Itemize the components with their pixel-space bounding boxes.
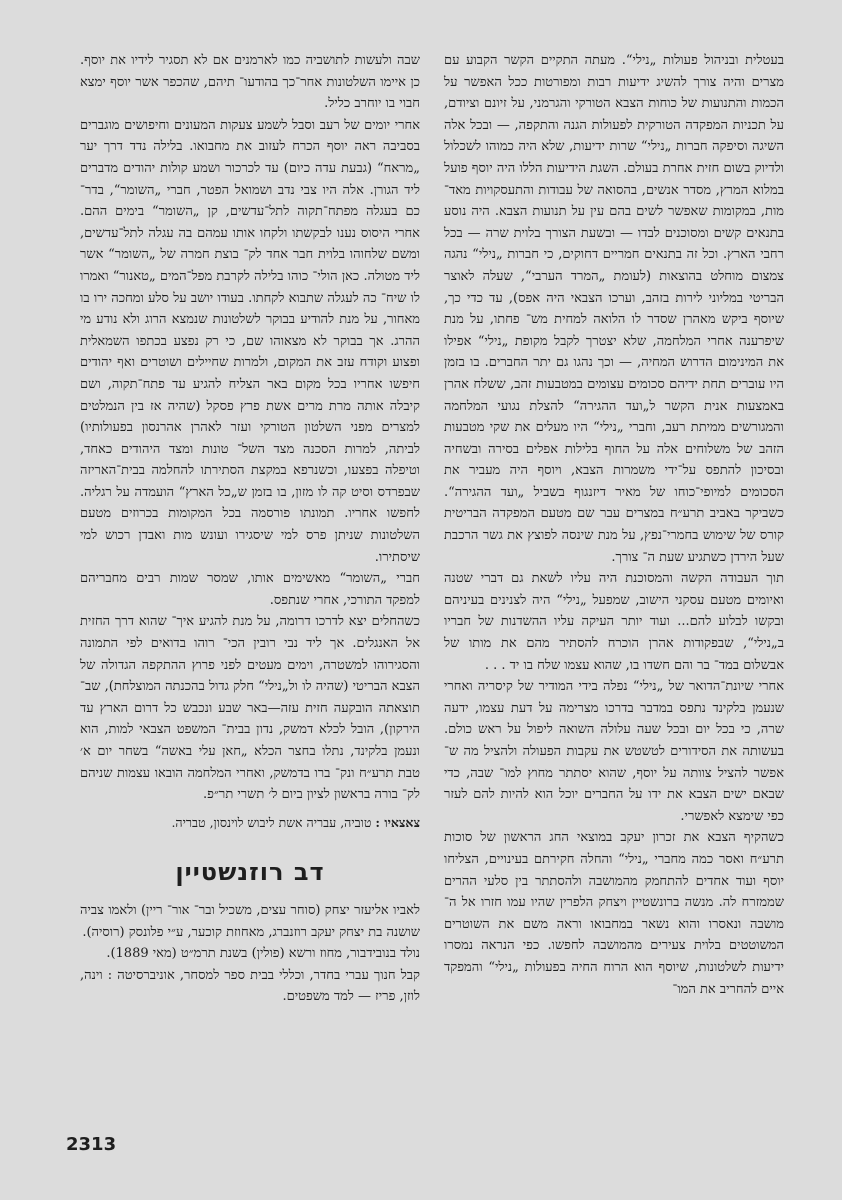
paragraph: נולד בנובידבור, מחוז ורשא (פולין) בשנת תרמ״ט (מאי 1889). xyxy=(106,946,420,962)
descendants-label: צאצאיו : xyxy=(375,814,420,830)
descendants-line xyxy=(80,812,420,834)
right-column xyxy=(444,50,784,1000)
bio-column xyxy=(80,900,420,1008)
paragraph: תוך העבודה הקשה והמסוכנת היה עליו לשאת גם דברי שטנה ואיומים מטעם עסקני הישוב, שמפעל „נילי“ היה לצנינים בעיניהם ובקשו לבלוע להם... ועוד יותר העיקה עליו ההשדנות של חבריו ב„נילי“, שבפקודות אהרן הוכרח להסתיר מהם את מותו של אבשלום במד־ בר והם חשדו בו, שהוא עצמו שלח בו יד . . . xyxy=(444,571,784,673)
paragraph: לאביו אליעזר יצחק (סוחר עצים, משכיל ובר־ אור־ ריין) ולאמו צביה שושנה בת יצחק יעקב רוזנברג, מאחוזת קוכער, ע״י פלונסק (רוסיה). xyxy=(80,903,420,940)
paragraph: שבה ולעשות לתושביה כמו לארמנים אם לא תסגיר לידיו את יוסף. כן איימו השלטונות אחר־כך בהודעו־ תיהם, שהכפר אשר יוסף ימצא חבוי בו יוחרב כליל. xyxy=(80,53,420,112)
paragraph: חברי „השומר“ מאשימים אותו, שמסר שמות רבים מחבריהם למפקד התורכי, אחרי שנתפס. xyxy=(80,571,420,608)
left-column xyxy=(80,50,420,833)
paragraph: קבל חנוך עברי בחדר, וכללי בבית ספר למסחר, אוניברסיטה : וינה, לוזן, פריז — למד משפטים. xyxy=(80,967,420,1005)
paragraph: אחרי שיונת־הדואר של „נילי“ נפלה בידי המודיר של קיסריה ואחרי שנעמן בלקינד נתפס במדבר בדרכו מצרימה על דעת עצמו, ידעה שרה, כי בכל יום ובכל שעה עלולה השואה ליפול על ראש כולם. בעשותה את הסידורים לטשטש את עקבות הפעולה ולהציל מה ש־ אפשר להציל צוותה על יוסף, שהוא יסתתר מחוץ למו־ שבה, כדי שבאם ישים הצבא את ידו על החברים יוכל הוא להיות להם לעזר כפי שימצא לאפשרי. xyxy=(444,679,784,824)
paragraph: אחרי יומים של רעב וסבל לשמע צעקות המעונים וחיפושים מוגברים בסביבה ראה יוסף הכרח לעזוב את מחבואו. בלילה נדד דרך יער „מראח“ (גבעת עדה כיום) עד לכרכור ושמע קולות יהודים מדברים ליד הגורן. אלה היו צבי נדב ושמואל הפטר, חברי „השומר“, בדר־ כם בעגלה מפתח־תקוה לתל־עדשים, קן „השומר“ בימים ההם. אחרי היסוס נענו לבקשתו ולקחו אותו עמהם בה עגלה לתל־עדשים, ומשם שלחוהו בלוית חבר אחד לק־ בוצת חמרה של „השומר“ אשר ליד מטולה. כאן הולי־ כוהו בלילה לקרבת מפל־המים „טאנור“ ואמרו לו שיח־ כה לעגלה שתבוא לקחתו. בעודו יושב על סלע ומחכה ירו בו מאחור, על מנת להודיע בבוקר לשלטונות שנמצא הרוג ולא נודע מי ההרג. אך בבוקר לא מצאוהו שם, כי רק נפצע בכתפו השמאלית ופצוע וקודח עזב את המקום, ולמרות שחיילים ושוטרים ואף יהודים חיפשו אחריו בכל מקום באר הצליח להגיע עד פתח־תקוה, ושם קיבלה אותה מרת מרים אשת פרץ פסקל (שהיה אז בין הנמלטים למצרים מפני השלטון הטורקי ועזר לאהרן אהרנסון בפעולותיו) לביתה, למרות הסכנה מצד השל־ טונות ומצד היהודים כאחד, וטיפלה בפצעו, וכשנרפא במקצת הסתירתו להחלמה בבית־האריזה שבפרדס וסיט קה לו מזון, בו בזמן ש„כל הארץ“ הועמדה על רגליה. לחפשו אחריו. תמונתו פורסמה בכל המקומות בכרוזים מטעם השלטונות שניתן פרס למי שיסגירו ועונש מות ואבדן רכוש למי שיסתירו. xyxy=(80,117,420,565)
bio-title: דב רוזנשטיין xyxy=(175,858,325,886)
page-number: 2313 xyxy=(66,1134,117,1155)
paragraph: כשהחלים יצא לדרכו דרומה, על מנת להגיע איך־ שהוא דרך החזית אל האנגלים. אך ליד נבי רובין הכי־ רוהו בדואים לפי התמונה והסגירוהו למשטרה, וימים מעטים לפני פרוץ ההתקפה הגדולה של הצבא הבריטי (שהיה לו ול„נילי“ חלק גדול בהכנתה המוצלחת), שב־ תוצאתה הובקעה חזית עזה—באר שבע ונכבש כל דרום הארץ עד הירקון), הובל לכלא דמשק, נדון בבית־ המשפט הצבאי למות, הוא ונעמן בלקינד, נתלו בחצר הכלא „חאן עלי באשה“ בשחר יום א׳ טבת תרע״ח ונק־ ברו בדמשק, ואחרי המלחמה הובאו עצמות שניהם לק־ בורה בראשון לציון ביום ל׳ תשרי תר״פ. xyxy=(80,614,420,803)
paragraph: כשהקיף הצבא את זכרון יעקב במוצאי החג הראשון של סוכות תרע״ח ואסר כמה מחברי „נילי“ והחלה חקירתם בעינויים, הצליחו יוסף ועוד אחדים להתחמק מהמושבה ולהסתתר בין סלעי ההרים שממזרח לה. מנשה ברונשטיין ויצחק הלפרין שהיו עמו חזרו אל ה־ מושבה ונאסרו והוא נשאר במחבואו וראה משם את השוטרים המשוטטים בלוית צעירים מהמושבה לחפשו. כפי הנראה נמסרו ידיעות לשלטונות, שיוסף הוא הרוח החיה בפעולות „נילי“ והמפקד איים להחריב את המו־ xyxy=(444,830,784,997)
paragraph: בעטלית ובניהול פעולות „נילי“. מעתה התקיים הקשר הקבוע עם מצרים והיה צורך להשיג ידיעות רבות ומפורטות ככל האפשר על הכמות והתנועות של כוחות הצבא הטורקי והגרמני, על זיונם וציודם, על תכניות המפקדה הטורקית לפעולות הגנה והתקפה, — ובכל אלה השיגה וסיפקה חברות „נילי“ שרות ידיעות, שלא היה כמוהו לשכלול ולדיוק בשום חזית אחרת בעולם. השגת הידיעות הללו היה יוסף פועל במלוא המרץ, מסדר אנשים, בהסואה של עבודות והתעסקויות מאד־ מות, במקומות שאפשר לשים בהם עין על תנועות הצבא. היה נוסע בתנאים קשים ומסוכנים לבדו — ובשעת הצורך בלוית שרה — בכל רחבי הארץ. וכל זה בתנאים חמריים דחוקים, כי חברות „נילי“ נהגה צמצום מוחלט בהוצאות (לעומת „המרד הערבי“, שעלה לאוצר הבריטי במליוני לירות בזהב, וערכו הצבאי היה אפס), עד כדי כך, שיוסף ביקש מאהרן שסדר לו הלואה למחית מש־ פחתו, על מנת שיפרענה אחרי המלחמה, שלא יצטרך לקבל מקופת „נילי“ אפילו את המינימום הדרוש המחיה, — וכך נהגו גם יתר החברים. בו בזמן היו עוברים תחת ידיהם סכומים עצומים במטבעות זהב, ששלח אהרן באמצעות אנית הקשר ל„ועד ההגירה“ להצלת נגועי המלחמה והמגורשים ממיתת רעב, וחברי „נילי“ היו מעלים את שקי מטבעות הזהב של משלוחים אלה על החוף בלילות אפלים בסירה ובשחיה ובסיכון להתפס על־ידי משמרות הצבא, ויוסף היה מעביר את הסכומים למיופי־כוחו של מאיר דיזנגוף בשביל „ועד ההגירה“. כשביקר באביב תרע״ח במצרים עבר שם מטעם המפקדה הבריטית קורס של שימוש בחמרי־נפץ, על מנת שינסה לפוצץ את גשר הרכבת שעל הירדן כשתגיע שעת ה־ צורך. xyxy=(444,53,784,565)
descendants-text: טוביה, עבריה אשת ליבוש לוינסון, טבריה. xyxy=(171,814,372,830)
